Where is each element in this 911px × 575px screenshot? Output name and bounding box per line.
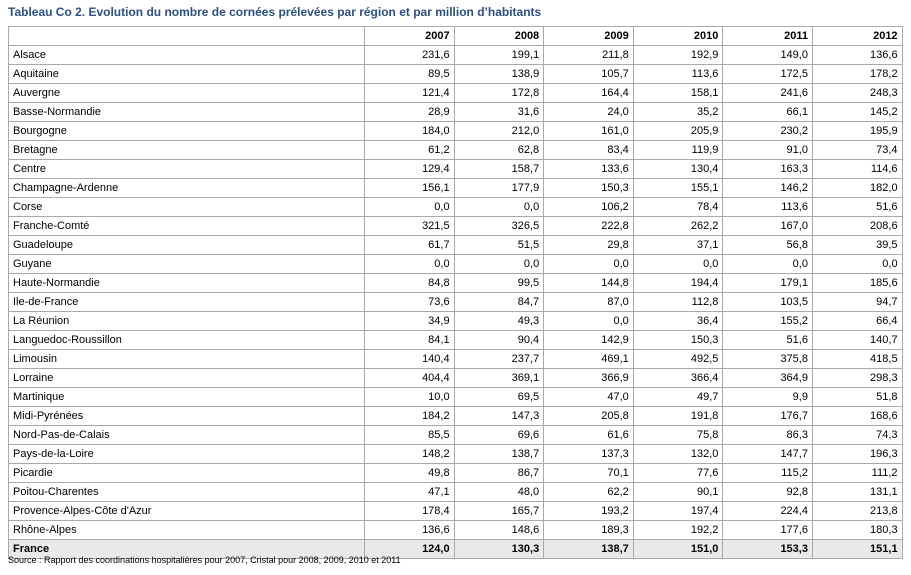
value-cell: 168,6: [812, 407, 902, 426]
value-cell: 237,7: [454, 350, 544, 369]
value-cell: 90,4: [454, 331, 544, 350]
value-cell: 211,8: [544, 46, 634, 65]
value-cell: 66,1: [723, 103, 813, 122]
value-cell: 147,7: [723, 445, 813, 464]
table-row: [9, 369, 903, 388]
value-cell: 56,8: [723, 236, 813, 255]
value-cell: 9,9: [723, 388, 813, 407]
region-cell: Basse-Normandie: [9, 103, 365, 122]
value-cell: 103,5: [723, 293, 813, 312]
column-header: 2012: [812, 27, 902, 46]
source-note: Source : Rapport des coordinations hospitalières pour 2007, Cristal pour 2008, 2009, 2010 et 2011: [8, 555, 401, 565]
value-cell: 0,0: [365, 255, 455, 274]
value-cell: 114,6: [812, 160, 902, 179]
value-cell: 212,0: [454, 122, 544, 141]
value-cell: 176,7: [723, 407, 813, 426]
value-cell: 129,4: [365, 160, 455, 179]
value-cell: 61,2: [365, 141, 455, 160]
region-cell: Poitou-Charentes: [9, 483, 365, 502]
value-cell: 0,0: [633, 255, 723, 274]
value-cell: 163,3: [723, 160, 813, 179]
value-cell: 366,9: [544, 369, 634, 388]
region-cell: La Réunion: [9, 312, 365, 331]
value-cell: 77,6: [633, 464, 723, 483]
table-row: [9, 502, 903, 521]
value-cell: 24,0: [544, 103, 634, 122]
region-cell: Guyane: [9, 255, 365, 274]
value-cell: 61,6: [544, 426, 634, 445]
value-cell: 180,3: [812, 521, 902, 540]
value-cell: 167,0: [723, 217, 813, 236]
table-row: [9, 103, 903, 122]
value-cell: 192,9: [633, 46, 723, 65]
value-cell: 138,9: [454, 65, 544, 84]
region-cell: Limousin: [9, 350, 365, 369]
value-cell: 145,2: [812, 103, 902, 122]
value-cell: 132,0: [633, 445, 723, 464]
value-cell: 0,0: [454, 198, 544, 217]
table-row: [9, 141, 903, 160]
value-cell: 196,3: [812, 445, 902, 464]
value-cell: 106,2: [544, 198, 634, 217]
value-cell: 84,7: [454, 293, 544, 312]
value-cell: 75,8: [633, 426, 723, 445]
table-row: [9, 255, 903, 274]
region-cell: Aquitaine: [9, 65, 365, 84]
value-cell: 184,0: [365, 122, 455, 141]
total-cell: 151,0: [633, 540, 723, 559]
value-cell: 51,5: [454, 236, 544, 255]
value-cell: 150,3: [633, 331, 723, 350]
table-row: [9, 350, 903, 369]
data-table: [8, 26, 903, 559]
value-cell: 47,1: [365, 483, 455, 502]
total-cell: 130,3: [454, 540, 544, 559]
value-cell: 177,9: [454, 179, 544, 198]
table-row: [9, 217, 903, 236]
value-cell: 418,5: [812, 350, 902, 369]
table-row: [9, 65, 903, 84]
total-label: France: [9, 540, 365, 559]
value-cell: 99,5: [454, 274, 544, 293]
value-cell: 70,1: [544, 464, 634, 483]
value-cell: 140,7: [812, 331, 902, 350]
table-row: [9, 407, 903, 426]
value-cell: 231,6: [365, 46, 455, 65]
region-cell: Martinique: [9, 388, 365, 407]
value-cell: 136,6: [812, 46, 902, 65]
value-cell: 172,8: [454, 84, 544, 103]
table-row: [9, 331, 903, 350]
column-header: 2011: [723, 27, 813, 46]
region-cell: Provence-Alpes-Côte d'Azur: [9, 502, 365, 521]
value-cell: 36,4: [633, 312, 723, 331]
value-cell: 73,6: [365, 293, 455, 312]
value-cell: 193,2: [544, 502, 634, 521]
value-cell: 149,0: [723, 46, 813, 65]
table-row: [9, 84, 903, 103]
value-cell: 155,1: [633, 179, 723, 198]
value-cell: 113,6: [633, 65, 723, 84]
value-cell: 205,8: [544, 407, 634, 426]
value-cell: 49,7: [633, 388, 723, 407]
value-cell: 48,0: [454, 483, 544, 502]
value-cell: 182,0: [812, 179, 902, 198]
column-header: 2009: [544, 27, 634, 46]
value-cell: 51,6: [812, 198, 902, 217]
table-row: [9, 483, 903, 502]
value-cell: 248,3: [812, 84, 902, 103]
value-cell: 31,6: [454, 103, 544, 122]
total-cell: 153,3: [723, 540, 813, 559]
value-cell: 191,8: [633, 407, 723, 426]
value-cell: 84,8: [365, 274, 455, 293]
value-cell: 364,9: [723, 369, 813, 388]
table-row: [9, 388, 903, 407]
value-cell: 146,2: [723, 179, 813, 198]
value-cell: 224,4: [723, 502, 813, 521]
value-cell: 197,4: [633, 502, 723, 521]
value-cell: 150,3: [544, 179, 634, 198]
value-cell: 90,1: [633, 483, 723, 502]
value-cell: 148,6: [454, 521, 544, 540]
value-cell: 158,1: [633, 84, 723, 103]
value-cell: 366,4: [633, 369, 723, 388]
table-row: [9, 293, 903, 312]
region-cell: Nord-Pas-de-Calais: [9, 426, 365, 445]
value-cell: 326,5: [454, 217, 544, 236]
table-row: [9, 160, 903, 179]
value-cell: 192,2: [633, 521, 723, 540]
value-cell: 89,5: [365, 65, 455, 84]
value-cell: 199,1: [454, 46, 544, 65]
value-cell: 69,5: [454, 388, 544, 407]
column-header: 2007: [365, 27, 455, 46]
value-cell: 241,6: [723, 84, 813, 103]
value-cell: 469,1: [544, 350, 634, 369]
region-cell: Rhône-Alpes: [9, 521, 365, 540]
value-cell: 321,5: [365, 217, 455, 236]
header-row: [9, 27, 903, 46]
region-cell: Centre: [9, 160, 365, 179]
region-cell: Alsace: [9, 46, 365, 65]
value-cell: 51,8: [812, 388, 902, 407]
value-cell: 404,4: [365, 369, 455, 388]
value-cell: 119,9: [633, 141, 723, 160]
value-cell: 29,8: [544, 236, 634, 255]
value-cell: 86,3: [723, 426, 813, 445]
value-cell: 195,9: [812, 122, 902, 141]
value-cell: 37,1: [633, 236, 723, 255]
value-cell: 142,9: [544, 331, 634, 350]
value-cell: 194,4: [633, 274, 723, 293]
value-cell: 10,0: [365, 388, 455, 407]
value-cell: 179,1: [723, 274, 813, 293]
value-cell: 83,4: [544, 141, 634, 160]
value-cell: 205,9: [633, 122, 723, 141]
value-cell: 189,3: [544, 521, 634, 540]
value-cell: 222,8: [544, 217, 634, 236]
value-cell: 39,5: [812, 236, 902, 255]
value-cell: 140,4: [365, 350, 455, 369]
value-cell: 91,0: [723, 141, 813, 160]
table-row: [9, 274, 903, 293]
table-row: [9, 46, 903, 65]
value-cell: 74,3: [812, 426, 902, 445]
value-cell: 62,8: [454, 141, 544, 160]
value-cell: 92,8: [723, 483, 813, 502]
value-cell: 121,4: [365, 84, 455, 103]
region-cell: Picardie: [9, 464, 365, 483]
region-cell: Ile-de-France: [9, 293, 365, 312]
table-row: [9, 179, 903, 198]
region-cell: Pays-de-la-Loire: [9, 445, 365, 464]
value-cell: 0,0: [723, 255, 813, 274]
value-cell: 262,2: [633, 217, 723, 236]
value-cell: 492,5: [633, 350, 723, 369]
region-cell: Guadeloupe: [9, 236, 365, 255]
value-cell: 165,7: [454, 502, 544, 521]
value-cell: 35,2: [633, 103, 723, 122]
total-cell: 138,7: [544, 540, 634, 559]
value-cell: 113,6: [723, 198, 813, 217]
value-cell: 0,0: [544, 312, 634, 331]
region-cell: Franche-Comté: [9, 217, 365, 236]
region-cell: Lorraine: [9, 369, 365, 388]
value-cell: 66,4: [812, 312, 902, 331]
table-title: Tableau Co 2. Evolution du nombre de cornées prélevées par région et par million d’habitants: [8, 5, 542, 19]
table-row: [9, 521, 903, 540]
value-cell: 133,6: [544, 160, 634, 179]
value-cell: 87,0: [544, 293, 634, 312]
value-cell: 0,0: [365, 198, 455, 217]
column-header: 2008: [454, 27, 544, 46]
table-row: [9, 464, 903, 483]
value-cell: 78,4: [633, 198, 723, 217]
value-cell: 375,8: [723, 350, 813, 369]
value-cell: 155,2: [723, 312, 813, 331]
region-cell: Bourgogne: [9, 122, 365, 141]
value-cell: 73,4: [812, 141, 902, 160]
value-cell: 178,4: [365, 502, 455, 521]
value-cell: 61,7: [365, 236, 455, 255]
value-cell: 69,6: [454, 426, 544, 445]
value-cell: 185,6: [812, 274, 902, 293]
table-row: [9, 236, 903, 255]
header-corner-cell: [9, 27, 365, 46]
value-cell: 148,2: [365, 445, 455, 464]
value-cell: 137,3: [544, 445, 634, 464]
value-cell: 86,7: [454, 464, 544, 483]
value-cell: 144,8: [544, 274, 634, 293]
value-cell: 184,2: [365, 407, 455, 426]
value-cell: 136,6: [365, 521, 455, 540]
value-cell: 49,8: [365, 464, 455, 483]
value-cell: 85,5: [365, 426, 455, 445]
value-cell: 130,4: [633, 160, 723, 179]
value-cell: 112,8: [633, 293, 723, 312]
value-cell: 208,6: [812, 217, 902, 236]
value-cell: 51,6: [723, 331, 813, 350]
region-cell: Champagne-Ardenne: [9, 179, 365, 198]
table-row: [9, 426, 903, 445]
value-cell: 115,2: [723, 464, 813, 483]
total-cell: 124,0: [365, 540, 455, 559]
value-cell: 131,1: [812, 483, 902, 502]
region-cell: Haute-Normandie: [9, 274, 365, 293]
region-cell: Corse: [9, 198, 365, 217]
region-cell: Auvergne: [9, 84, 365, 103]
value-cell: 94,7: [812, 293, 902, 312]
table-row: [9, 122, 903, 141]
value-cell: 158,7: [454, 160, 544, 179]
value-cell: 213,8: [812, 502, 902, 521]
value-cell: 298,3: [812, 369, 902, 388]
value-cell: 230,2: [723, 122, 813, 141]
value-cell: 172,5: [723, 65, 813, 84]
value-cell: 49,3: [454, 312, 544, 331]
region-cell: Midi-Pyrénées: [9, 407, 365, 426]
table-row: [9, 198, 903, 217]
value-cell: 28,9: [365, 103, 455, 122]
value-cell: 0,0: [544, 255, 634, 274]
region-cell: Bretagne: [9, 141, 365, 160]
value-cell: 178,2: [812, 65, 902, 84]
column-header: 2010: [633, 27, 723, 46]
value-cell: 177,6: [723, 521, 813, 540]
value-cell: 0,0: [812, 255, 902, 274]
table-body: [9, 46, 903, 540]
total-cell: 151,1: [812, 540, 902, 559]
value-cell: 147,3: [454, 407, 544, 426]
table-row: [9, 445, 903, 464]
value-cell: 164,4: [544, 84, 634, 103]
value-cell: 105,7: [544, 65, 634, 84]
value-cell: 84,1: [365, 331, 455, 350]
value-cell: 0,0: [454, 255, 544, 274]
value-cell: 161,0: [544, 122, 634, 141]
value-cell: 47,0: [544, 388, 634, 407]
value-cell: 156,1: [365, 179, 455, 198]
value-cell: 111,2: [812, 464, 902, 483]
region-cell: Languedoc-Roussillon: [9, 331, 365, 350]
value-cell: 34,9: [365, 312, 455, 331]
table-row: [9, 312, 903, 331]
value-cell: 62,2: [544, 483, 634, 502]
value-cell: 369,1: [454, 369, 544, 388]
value-cell: 138,7: [454, 445, 544, 464]
